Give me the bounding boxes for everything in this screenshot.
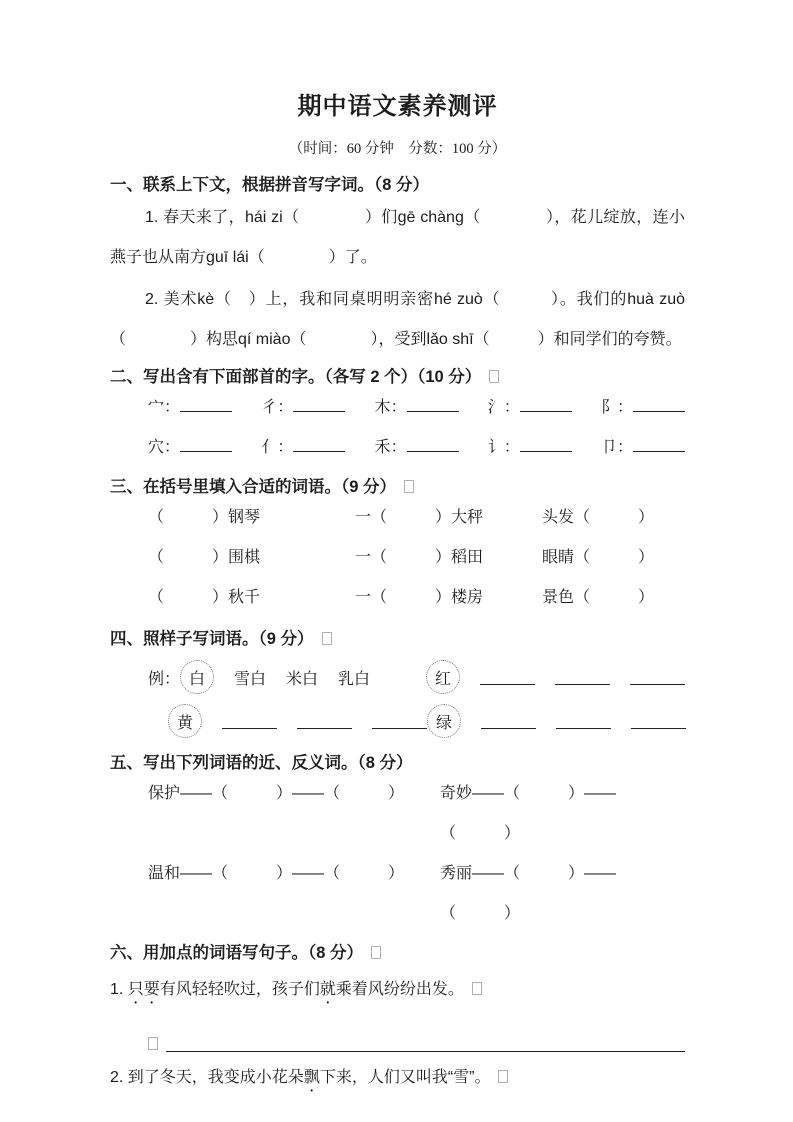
example-row-2	[148, 704, 685, 738]
section-5-heading: 五、写出下列词语的近、反义词。（8 分）	[110, 754, 413, 772]
example-word: 米白	[286, 670, 319, 688]
circled-char-yellow: 黄	[168, 704, 202, 738]
green-group	[427, 704, 686, 738]
word-answer-blank	[630, 669, 685, 685]
circled-char-green: 绿	[427, 704, 461, 738]
colon: ：	[503, 439, 520, 456]
empty-square-marker	[472, 982, 482, 995]
radical-answer-blank	[180, 438, 232, 452]
section-3-heading	[110, 476, 685, 498]
radical-char: 阝	[600, 399, 617, 416]
sentence-text: 2. 到了冬天，我变成小花朵	[110, 1069, 304, 1086]
fill-cell: 景色（ ）	[542, 589, 655, 606]
red-group	[426, 660, 685, 694]
color-words-exercise	[148, 660, 685, 738]
word-answer-blank	[372, 713, 427, 729]
answer-line	[148, 1028, 685, 1052]
empty-square-marker	[498, 1070, 508, 1083]
section-6-heading-text: 六、用加点的词语写句子。（8 分）	[110, 944, 364, 962]
colon: ：	[277, 399, 294, 416]
circled-char-white: 白	[180, 660, 214, 694]
yellow-group	[148, 704, 427, 738]
section-1-heading: 一、联系上下文，根据拼音写字词。（8 分）	[110, 176, 430, 194]
colon: ：	[503, 399, 520, 416]
radical-item	[601, 388, 685, 428]
word-answer-blank	[556, 713, 611, 729]
emphasized-word: 飘	[303, 1069, 320, 1086]
section-1-question-1: 1. 春天来了，hái zi（ ）们gē chàng（ ），花儿绽放，连小燕子也从南方guī lái（ ）了。	[110, 209, 685, 266]
section-3-heading-text: 三、在括号里填入合适的词语。（9 分）	[110, 478, 397, 496]
colon: ：	[390, 399, 407, 416]
colon: ：	[277, 439, 294, 456]
section-4-heading	[110, 628, 685, 650]
radical-char: 禾	[374, 439, 391, 456]
synonym-item: 保护——（ ）——（ ）	[148, 785, 405, 802]
colon: ：	[164, 439, 181, 456]
sentence-text: 乘着风纷纷出发。	[335, 981, 464, 998]
word-answer-blank	[481, 713, 536, 729]
example-word: 乳白	[338, 670, 371, 688]
radical-item	[488, 428, 572, 468]
sentence-text: 有风轻轻吹过，孩子们	[159, 981, 320, 998]
sentence-text: 1.	[110, 981, 128, 998]
section-2-heading-text: 二、写出含有下面部首的字。（各写 2 个）（10 分）	[110, 368, 482, 386]
radical-char: 彳	[261, 399, 278, 416]
radical-char: 卩	[600, 439, 617, 456]
radical-char: 讠	[487, 439, 504, 456]
exam-time-score-subtitle: （时间：60 分钟 分数：100 分）	[288, 141, 507, 157]
fill-cell: 头发（ ）	[542, 509, 655, 526]
circled-char-red: 红	[426, 660, 460, 694]
radical-answer-blank	[520, 438, 572, 452]
radical-answer-blank	[633, 398, 685, 412]
radical-row-2	[148, 428, 685, 468]
fill-cell: （ ）秋千	[148, 589, 261, 606]
emphasized-word: 只要	[127, 981, 160, 998]
radical-item	[148, 388, 232, 428]
section-6-heading	[110, 942, 685, 964]
empty-square-marker	[404, 480, 414, 493]
radical-answer-blank	[293, 438, 345, 452]
word-answer-blank	[555, 669, 610, 685]
word-answer-blank	[222, 713, 277, 729]
page-title: 期中语文素养测评	[297, 93, 498, 120]
fill-cell: 眼睛（ ）	[542, 549, 655, 566]
radical-answer-blank	[407, 438, 459, 452]
radical-char: 木	[374, 399, 391, 416]
radical-row-1	[148, 388, 685, 428]
radical-answer-blank	[180, 398, 232, 412]
colon: ：	[616, 399, 633, 416]
synonym-item: 温和——（ ）——（ ）	[148, 865, 405, 882]
synonym-item: 秀丽——（ ）——（ ）	[440, 865, 617, 922]
empty-square-marker	[322, 632, 332, 645]
word-answer-blank	[480, 669, 535, 685]
radical-answer-blank	[407, 398, 459, 412]
fill-cell: 一（ ）大秤	[355, 509, 484, 526]
radical-item	[601, 428, 685, 468]
word-answer-blank	[631, 713, 686, 729]
example-word: 雪白	[234, 670, 267, 688]
section-4-heading-text: 四、照样子写词语。（9 分）	[110, 630, 314, 648]
sentence-text: 下来，人们又叫我“雪”。	[319, 1069, 491, 1086]
example-row-1	[148, 660, 685, 694]
radical-char: 氵	[487, 399, 504, 416]
radical-char: 亻	[261, 439, 278, 456]
radical-item	[374, 388, 458, 428]
fill-cell: （ ）钢琴	[148, 509, 261, 526]
example-group	[148, 660, 426, 694]
radical-item	[374, 428, 458, 468]
fill-cell: （ ）围棋	[148, 549, 261, 566]
empty-square-marker	[371, 946, 381, 959]
radical-answer-blank	[520, 398, 572, 412]
sentence-2	[110, 1060, 685, 1096]
measure-word-grid	[148, 498, 685, 618]
radical-item	[488, 388, 572, 428]
radical-char: 穴	[148, 439, 165, 456]
radical-char: 宀	[148, 399, 165, 416]
colon: ：	[164, 399, 181, 416]
empty-square-marker	[148, 1037, 158, 1050]
section-1-question-2: 2. 美术kè（ ）上，我和同桌明明亲密hé zuò（ ）。我们的huà zuò（ ）构思qí miào（ ），受到lǎo shī（ ）和同学们的夸赞。	[110, 291, 685, 348]
sentence-1	[110, 972, 685, 1008]
colon: ：	[616, 439, 633, 456]
example-label: 例：	[148, 670, 181, 688]
radical-item	[261, 428, 345, 468]
empty-square-marker	[489, 370, 499, 383]
section-2-heading	[110, 366, 685, 388]
radical-item	[261, 388, 345, 428]
radical-item	[148, 428, 232, 468]
radical-answer-blank	[293, 398, 345, 412]
fill-cell: 一（ ）稻田	[355, 549, 484, 566]
radical-answer-blank	[633, 438, 685, 452]
colon: ：	[390, 439, 407, 456]
fill-cell: 一（ ）楼房	[355, 589, 484, 606]
answer-writing-rule	[166, 1051, 685, 1052]
synonym-antonym-grid	[148, 774, 685, 934]
emphasized-word: 就	[319, 981, 336, 998]
synonym-item: 奇妙——（ ）——（ ）	[440, 785, 617, 842]
word-answer-blank	[297, 713, 352, 729]
